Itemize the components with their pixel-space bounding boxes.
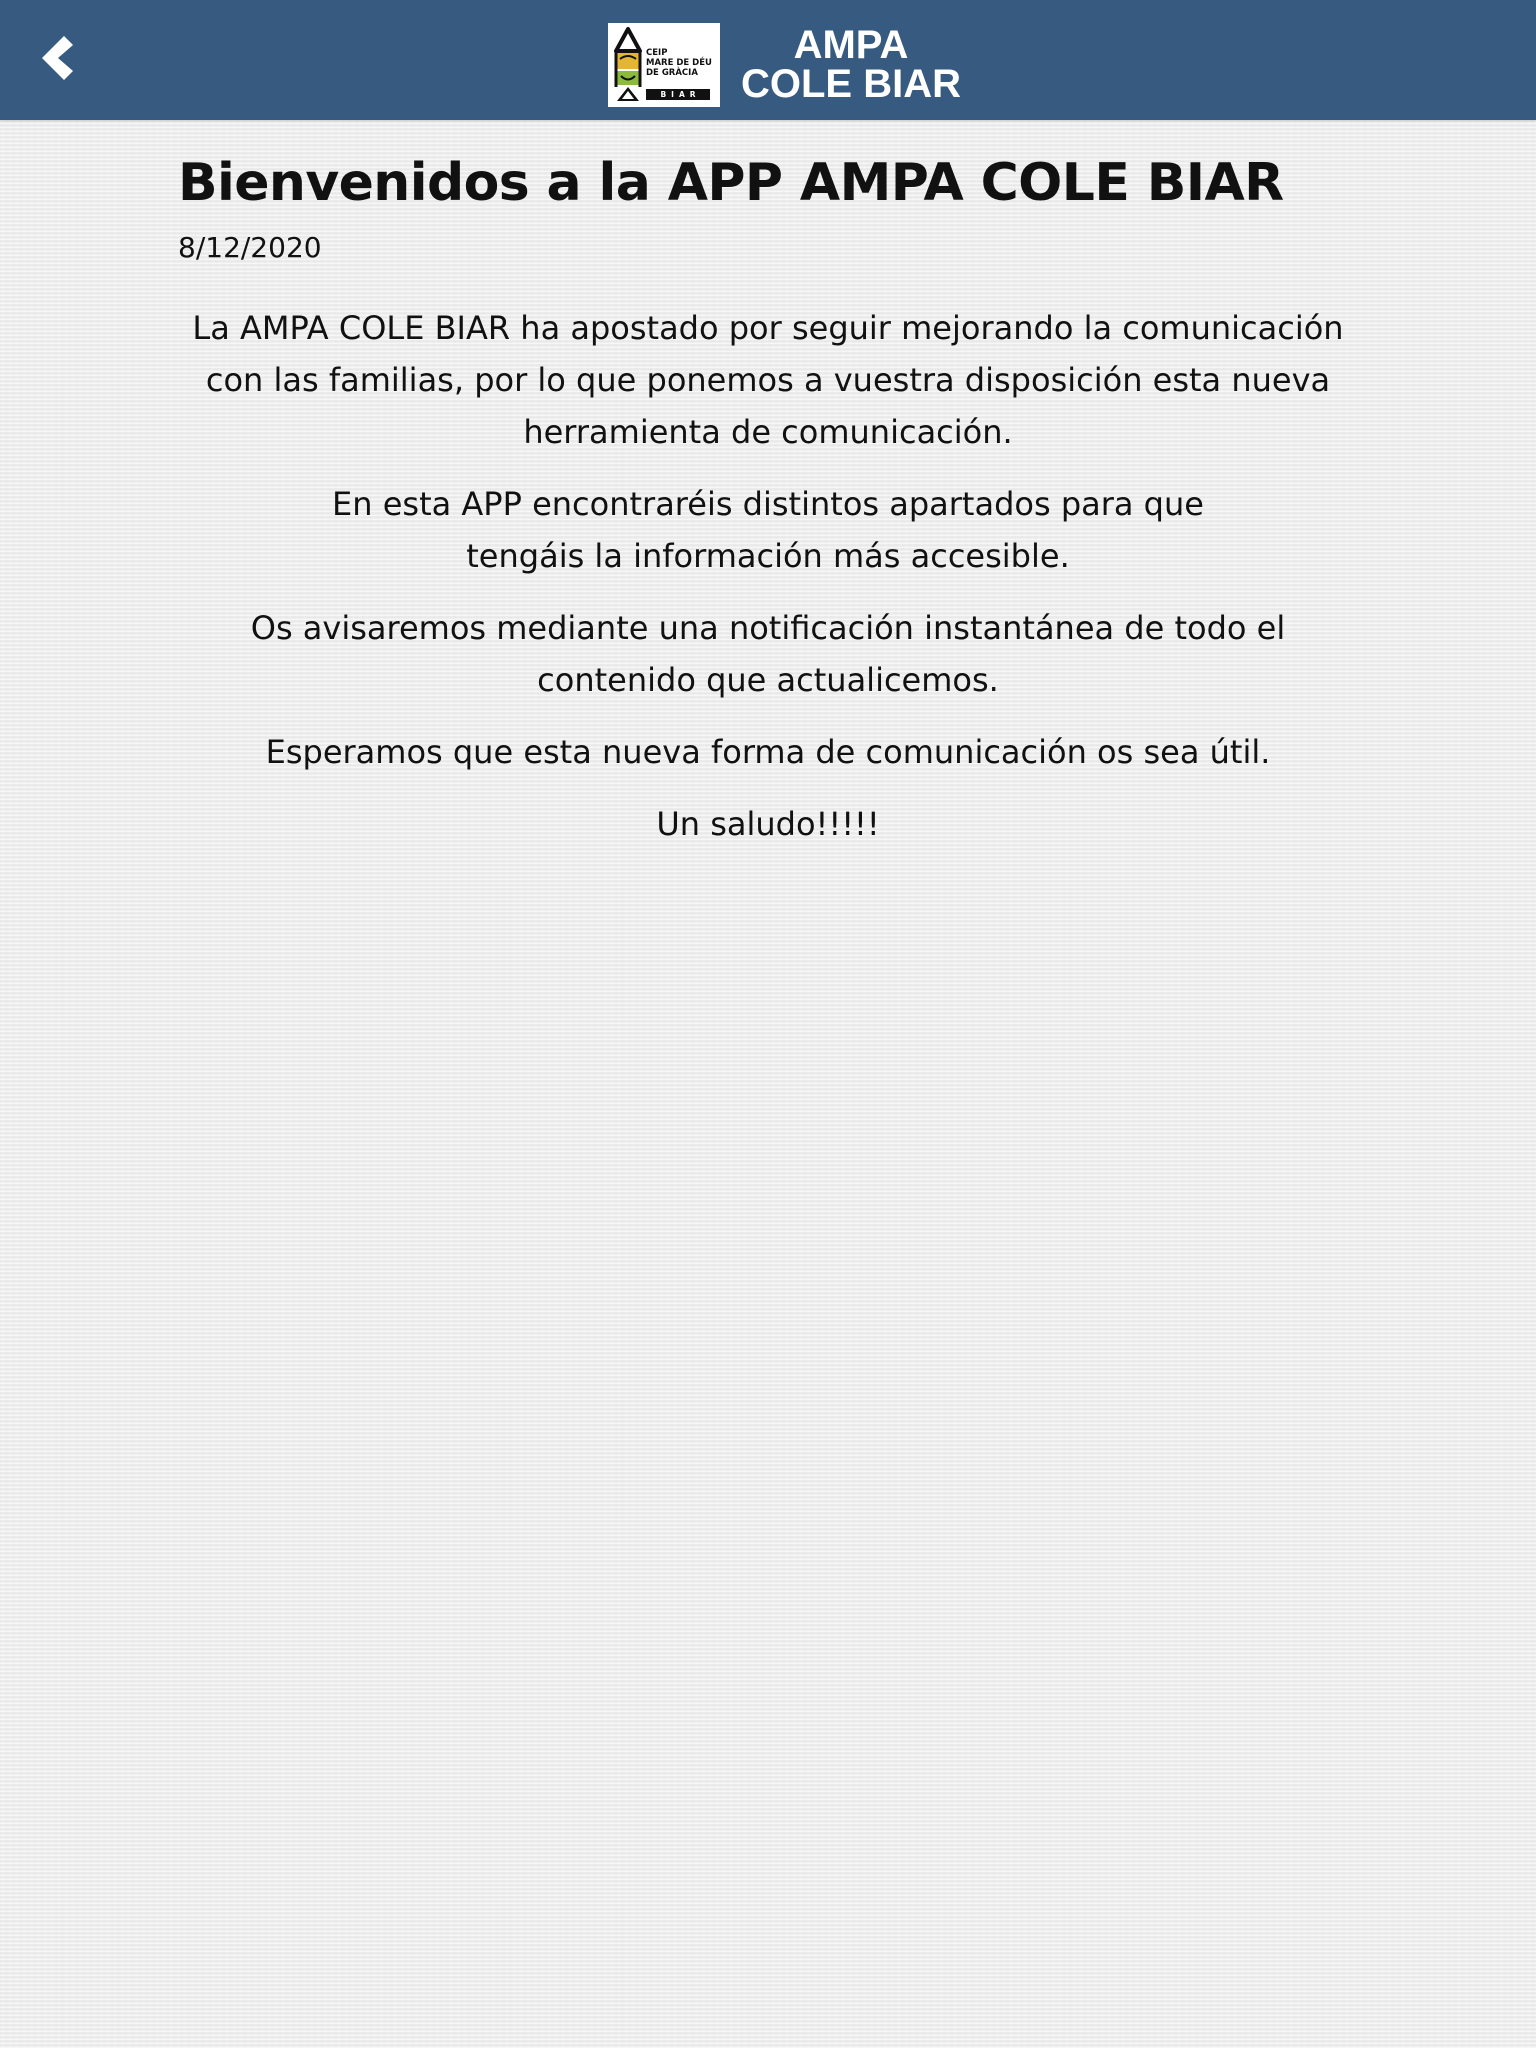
article-paragraph: Os avisaremos mediante una notificación instantánea de todo el contenido que actualicemos. [250, 609, 1286, 699]
article-paragraph: La AMPA COLE BIAR ha apostado por seguir mejorando la comunicación con las familias, por lo que ponemos a vuestra disposición esta nueva herramienta de comunicación. [192, 309, 1344, 451]
app-title-line-2: COLE BIAR [741, 62, 961, 106]
article-date: 8/12/2020 [178, 231, 322, 264]
chevron-left-icon [36, 33, 76, 83]
app-title-line-1: AMPA [793, 23, 909, 67]
pencil-logo-icon [611, 25, 645, 105]
logo-line-3: DE GRÀCIA [646, 68, 698, 78]
brand [608, 23, 962, 107]
logo-line-1: CEIP [646, 48, 668, 58]
article-paragraph: Esperamos que esta nueva forma de comunicación os sea útil. [265, 733, 1271, 771]
logo-line-2: MARE DE DÉU [646, 58, 712, 68]
logo-band: BIAR [646, 89, 710, 100]
back-button[interactable] [20, 22, 92, 94]
app-title [740, 23, 962, 106]
article [178, 148, 1358, 870]
logo-text [646, 48, 712, 78]
article-body [178, 302, 1358, 850]
article-paragraph: En esta APP encontraréis distintos apartados para que tengáis la información más accesible. [332, 485, 1204, 575]
article-paragraph: Un saludo!!!!! [656, 805, 880, 843]
article-title: Bienvenidos a la APP AMPA COLE BIAR [178, 153, 1284, 213]
app-header [0, 0, 1536, 120]
school-logo [608, 23, 720, 107]
